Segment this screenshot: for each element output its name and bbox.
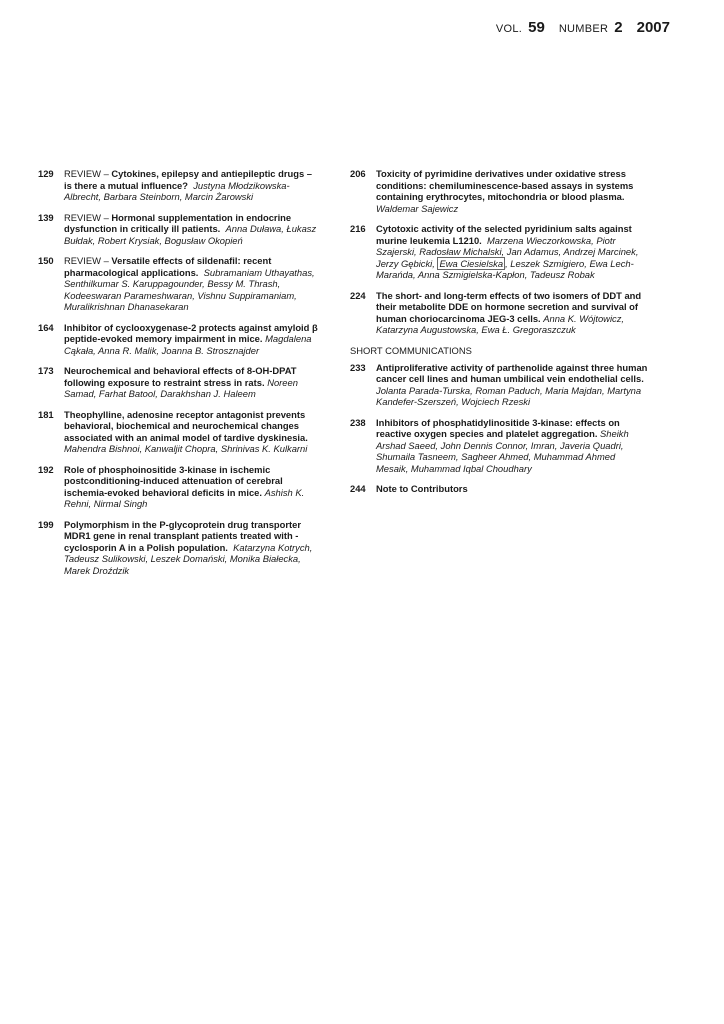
number-label: NUMBER (558, 23, 609, 35)
article-title: Antiproliferative activity of parthenolide against three human cancer cell lines and human umbilical vein endothelial cells. (376, 361, 648, 384)
page-number: 216 (350, 223, 366, 234)
page-number: 192 (38, 463, 54, 475)
article-authors: Waldemar Sajewicz (376, 202, 459, 214)
article-title: Inhibitor of cyclooxygenase-2 protects against amyloid β peptide-evoked memory impairment in mice. (64, 321, 318, 344)
page-number: 238 (350, 416, 366, 428)
authors-part: Marzena Wieczorkowska, Piotr Szajerski, Radosław Michalski, Jan Adamus, Andrzej Marcinek, Jerzy Gębicki, (376, 234, 639, 269)
journal-header (496, 19, 670, 37)
highlighted-author: Ewa Ciesielska (439, 257, 504, 269)
toc-entry (350, 483, 650, 495)
page-number: 139 (38, 211, 54, 223)
toc-entry (38, 168, 320, 203)
article-authors: Anna Duława, Łukasz Bułdak, Robert Krysiak, Bogusław Okopień (64, 223, 317, 246)
article-title: Inhibitors of phosphatidylinositide 3-kinase: effects on reactive oxygen species and platelet aggregation. (376, 416, 620, 439)
page-number: 233 (350, 361, 366, 373)
article-title: Note to Contributors (376, 483, 468, 494)
toc-entry (350, 168, 650, 214)
toc-entry (350, 417, 650, 475)
article-title: Cytotoxic activity of the selected pyridinium salts against murine leukemia L1210. (376, 223, 632, 246)
article-authors: Jolanta Parada-Turska, Roman Paduch, Maria Majdan, Martyna Kandefer-Szerszeń, Wojciech Rzeski (376, 384, 642, 407)
section-heading: SHORT COMMUNICATIONS (350, 344, 472, 356)
issue-number: 2 (614, 19, 623, 36)
toc-entry (38, 255, 320, 313)
volume-label: VOL. (495, 23, 523, 35)
contents-left-column (38, 168, 320, 585)
article-title: Versatile effects of sildenafil: recent pharmacological applications. (64, 255, 272, 278)
article-authors: Katarzyna Kotrych, Tadeusz Sulikowski, Leszek Domański, Monika Białecka, Marek Droździk (64, 541, 313, 576)
article-title: Hormonal supplementation in endocrine dysfunction in critically ill patients. (64, 211, 292, 234)
article-authors: Justyna Młodzikowska-Albrecht, Barbara Steinborn, Marcin Żarowski (64, 179, 290, 202)
toc-entry (38, 322, 320, 357)
article-authors: Magdalena Cąkała, Anna R. Malik, Joanna B. Strosznajder (64, 333, 312, 356)
toc-entry (350, 362, 650, 408)
toc-entry (38, 464, 320, 510)
year: 2007 (636, 19, 670, 36)
page-number: 244 (350, 483, 366, 494)
article-title: Cytokines, epilepsy and antiepileptic drugs – is there a mutual influence? (64, 168, 312, 191)
authors-part: , Leszek Szmigiero, Ewa Lech-Marańda, Anna Szmigielska-Kapłon, Tadeusz Robak (376, 257, 634, 280)
page-number: 181 (38, 408, 54, 420)
volume-number: 59 (528, 19, 545, 36)
article-title: Neurochemical and behavioral effects of 8-OH-DPAT following exposure to restraint stress in rats. (64, 365, 297, 388)
article-authors: Anna K. Wójtowicz, Katarzyna Augustowska, Ewa Ł. Gregoraszczuk (376, 312, 625, 335)
article-authors: Ashish K. Rehni, Nirmal Singh (64, 486, 305, 509)
toc-entry (350, 290, 650, 336)
page-number: 164 (38, 321, 54, 333)
page-number: 199 (38, 518, 54, 530)
article-type: REVIEW – (64, 255, 112, 266)
page-number: 206 (350, 168, 366, 179)
article-title: Role of phosphoinositide 3-kinase in ischemic postconditioning-induced attenuation of cerebral ischemia-evoked behavioral deficits in mice. (64, 463, 283, 498)
contents-right-column (350, 168, 650, 504)
toc-entry (38, 519, 320, 577)
article-authors: Mahendra Bishnoi, Kanwaljit Chopra, Shrinivas K. Kulkarni (64, 443, 308, 454)
page-number: 224 (350, 289, 366, 301)
toc-entry (350, 223, 650, 281)
article-authors: Subramaniam Uthayathas, Senthilkumar S. Karuppagounder, Bessy M. Thrash, Kodeeswaran Parameshwaran, Vishnu Suppiramaniam, Muralikrishnan Dhanasekaran (64, 266, 315, 312)
page-number: 129 (38, 168, 54, 179)
article-type: REVIEW – (64, 211, 112, 223)
article-type: REVIEW – (64, 168, 112, 179)
page-number: 150 (38, 255, 54, 266)
article-authors: Sheikh Arshad Saeed, John Dennis Connor, Imran, Javeria Quadri, Shumaila Tasneem, Sagheer Ahmed, Muhammad Ahmed Mesaik, Muhammad Iqbal Choudhary (376, 428, 629, 474)
article-title: Theophylline, adenosine receptor antagonist prevents behavioral, biochemical and neurochemical changes associated with an animal model of tardive dyskinesia. (64, 408, 308, 443)
toc-entry (38, 365, 320, 400)
page-number: 173 (38, 365, 54, 376)
article-authors: Noreen Samad, Farhat Batool, Darakhshan J. Haleem (64, 376, 298, 399)
article-title: Polymorphism in the P-glycoprotein drug transporter MDR1 gene in renal transplant patients treated with - cyclosporin A in a Polish population. (64, 518, 302, 553)
toc-entry (38, 409, 320, 455)
toc-entry (38, 212, 320, 247)
article-title: Toxicity of pyrimidine derivatives under oxidative stress conditions: chemiluminescence-based assays in systems containing erythrocytes, mitochondria or blood plasma. (376, 168, 634, 202)
article-title: The short- and long-term effects of two isomers of DDT and their metabolite DDE on hormone secretion and survival of human choriocarcinoma JEG-3 cells. (376, 289, 642, 324)
